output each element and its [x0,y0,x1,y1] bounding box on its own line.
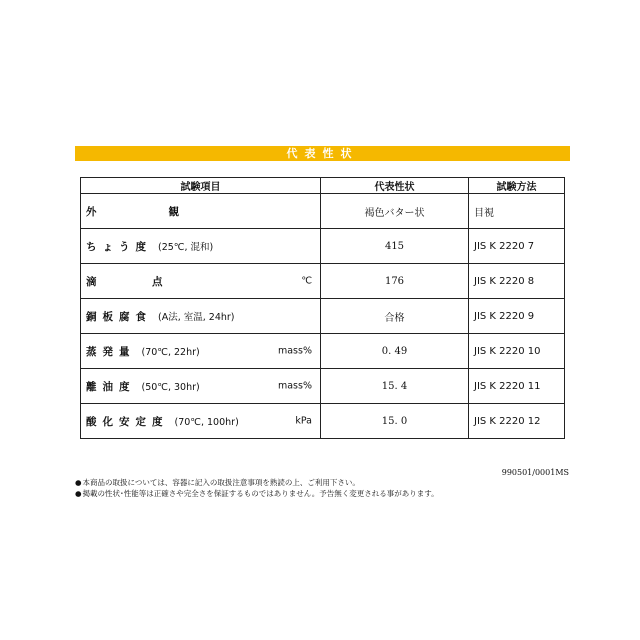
bullet-icon: ● [75,478,82,487]
test-item-cell [81,334,321,369]
note-2: ●掲載の性状･性能等は正確さや完全さを保証するものではありません。予告無く変更される事があります。 [75,489,439,498]
test-condition: (A法, 室温, 24hr) [158,311,235,323]
test-item-cell [81,264,321,299]
test-item-name: 蒸発量 [86,345,136,358]
unit: kPa [295,415,312,427]
table-row [81,299,565,334]
unit: mass% [277,380,312,392]
table-row [81,369,565,404]
test-method: JIS K 2220 9 [469,299,565,334]
typical-value: 褐色バター状 [321,194,469,229]
notes [75,477,439,499]
table-row [81,194,565,229]
test-item-name: 外 観 [86,205,185,218]
document-code: 990501/0001MS [501,468,569,477]
typical-value: 合格 [321,299,469,334]
typical-value: 15. 4 [321,369,469,404]
typical-value: 0. 49 [321,334,469,369]
test-item-name: 滴 点 [86,275,169,288]
table-row [81,334,565,369]
note-1: ●本商品の取扱については、容器に記入の取扱注意事項を熟読の上、ご利用下さい。 [75,478,360,487]
bullet-icon: ● [75,489,82,498]
test-condition: (70℃, 100hr) [174,416,239,428]
test-item-name: 離油度 [86,380,136,393]
test-item-name: 酸化安定度 [86,415,169,428]
test-item-cell [81,229,321,264]
test-item-name: ちょう度 [86,240,152,253]
properties-table [80,177,565,439]
test-method: JIS K 2220 12 [469,404,565,439]
unit: mass% [277,345,312,357]
test-item-cell [81,194,321,229]
test-method: JIS K 2220 10 [469,334,565,369]
typical-value: 415 [321,229,469,264]
test-item-name: 銅板腐食 [86,310,152,323]
typical-value: 176 [321,264,469,299]
header-test-item: 試験項目 [81,178,321,194]
typical-value: 15. 0 [321,404,469,439]
test-condition: (50℃, 30hr) [141,381,200,393]
test-item-cell [81,369,321,404]
test-method: JIS K 2220 11 [469,369,565,404]
header-test-method: 試験方法 [469,178,565,194]
unit: ℃ [301,275,312,287]
test-item-cell [81,299,321,334]
table-row [81,264,565,299]
test-condition: (70℃, 22hr) [141,346,200,358]
header-typical-value: 代表性状 [321,178,469,194]
table-row [81,229,565,264]
test-method: JIS K 2220 8 [469,264,565,299]
table-row [81,404,565,439]
test-item-cell [81,404,321,439]
table-header-row [81,178,565,194]
test-method: 目視 [469,194,565,229]
test-method: JIS K 2220 7 [469,229,565,264]
test-condition: (25℃, 混和) [158,241,214,253]
section-banner: 代表性状 [75,146,570,161]
